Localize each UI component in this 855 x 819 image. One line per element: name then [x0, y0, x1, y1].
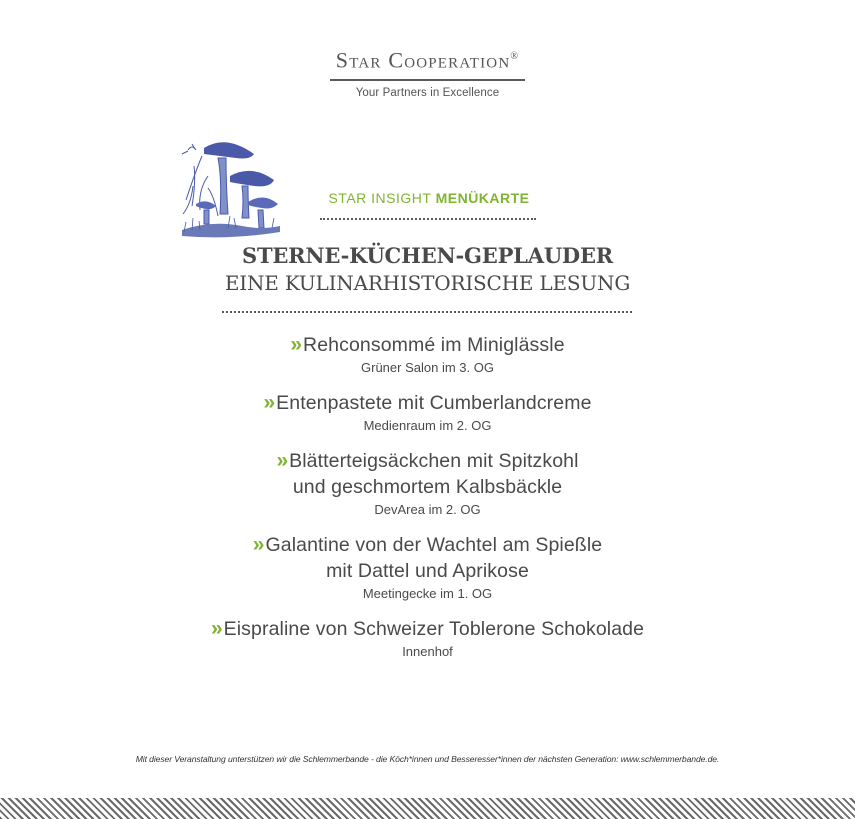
dish-location: Medienraum im 2. OG [363, 418, 492, 433]
mushroom-illustration [178, 130, 282, 242]
brand-logo [0, 44, 855, 99]
double-chevron-icon: » [252, 533, 263, 556]
double-chevron-icon: » [210, 617, 221, 640]
event-headline [0, 242, 855, 296]
dish-location: Innenhof [402, 644, 453, 659]
double-chevron-icon: » [263, 391, 274, 414]
headline-divider [222, 311, 632, 313]
menu-list [0, 332, 855, 674]
headline-title: STERNE-KÜCHEN-GEPLAUDER [241, 243, 614, 268]
menu-item [0, 448, 855, 519]
kicker-divider [320, 218, 536, 220]
menu-item [0, 332, 855, 377]
dish-name: » Galantine von der Wachtel am Spießle [252, 533, 603, 556]
dish-location: Meetingecke im 1. OG [362, 586, 493, 601]
brand-title: Star Cooperation® [330, 44, 525, 81]
menu-kicker: STAR INSIGHT MENÜKARTE [328, 190, 530, 206]
headline-subtitle: EINE KULINARHISTORISCHE LESUNG [224, 271, 631, 295]
double-chevron-icon: » [290, 333, 301, 356]
double-chevron-icon: » [276, 449, 287, 472]
dish-location: DevArea im 2. OG [374, 502, 481, 517]
dish-location: Grüner Salon im 3. OG [361, 360, 494, 375]
dish-name: » Rehconsommé im Miniglässle [290, 333, 565, 356]
dish-name: » Eispraline von Schweizer Toblerone Schokolade [210, 617, 645, 640]
brand-tagline: Your Partners in Excellence [355, 87, 500, 100]
dish-name: » Entenpastete mit Cumberlandcreme [263, 391, 592, 414]
dish-name: » Blätterteigsäckchen mit Spitzkohl [276, 449, 579, 472]
footer-note: Mit dieser Veranstaltung unterstützen wir die Schlemmerbande - die Köch*innen und Besseresser*innen der nächsten Generation: www.schlemmerbande.de. [135, 754, 720, 764]
hatched-footer-band [0, 798, 855, 819]
menu-item [0, 616, 855, 661]
dish-name-continued: und geschmortem Kalbsbäckle [292, 476, 563, 498]
dish-name-continued: mit Dattel und Aprikose [326, 560, 529, 582]
menu-item [0, 532, 855, 603]
menu-item [0, 390, 855, 435]
